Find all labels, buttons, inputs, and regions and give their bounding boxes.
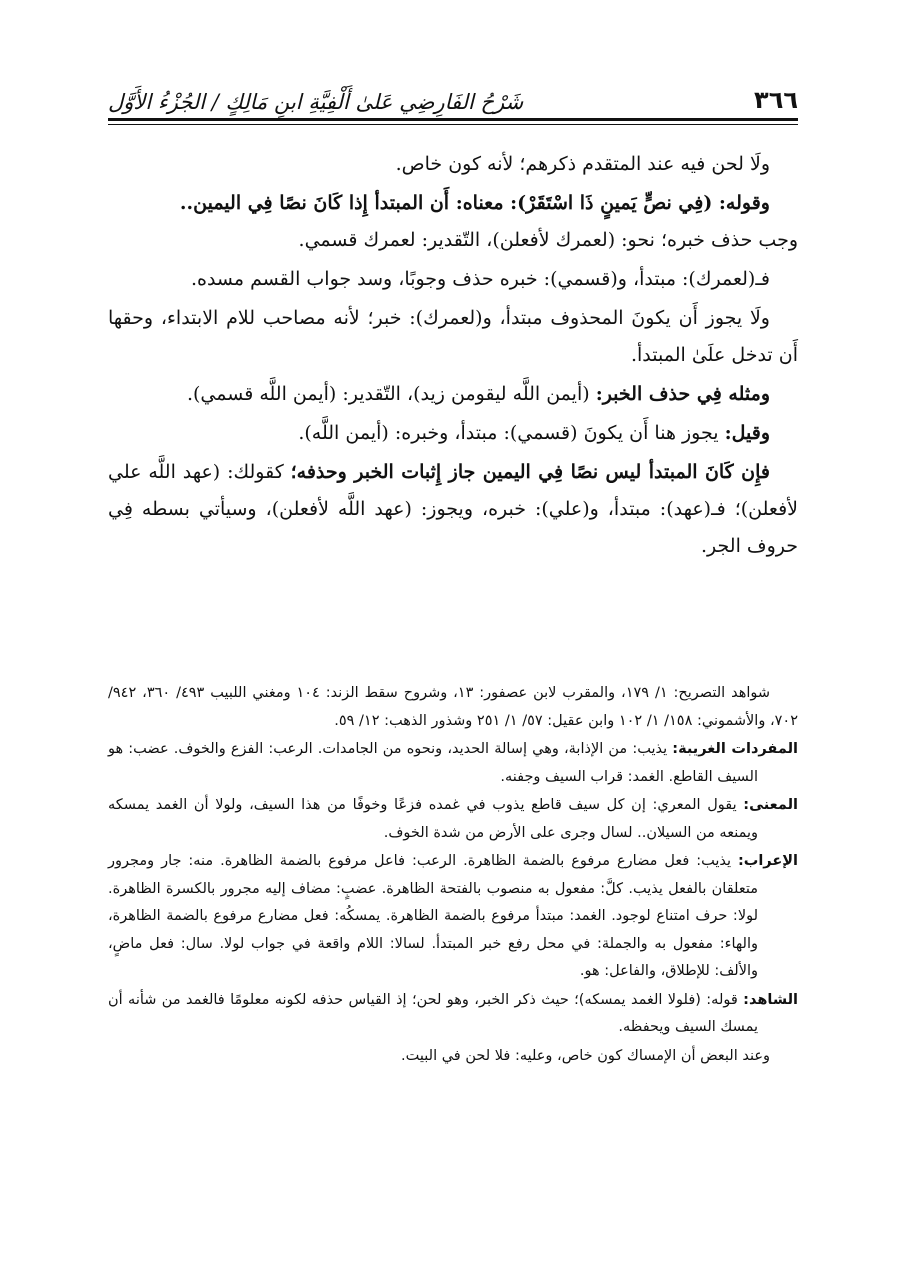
footnote-shahid	[108, 987, 798, 1042]
footnote-maana-label: المعنى:	[743, 797, 798, 813]
footnote-mufradat-text: يذيب: من الإذابة، وهي إسالة الحديد، ونحوه من الجامدات. الرعب: الفزع والخوف. عضب: هو السيف القاطع. الغمد: قراب السيف وجفنه.	[108, 741, 758, 785]
paragraph-2-lead: وقوله: (فِي نصٍّ يَمينٍ ذَا اسْتَقَرْ): معناه: أَن المبتدأ إِذا كَانَ نصًا فِي اليمين..	[179, 192, 770, 214]
footnote-maana	[108, 792, 798, 847]
footnote-shawahid: شواهد التصريح: ١/ ١٧٩، والمقرب لابن عصفور: ١٣، وشروح سقط الزند: ١٠٤ ومغني اللبيب ٤٩٣/ ٣٦٠، ٩٤٢/ ٧٠٢، والأشموني: ١٥٨/ ١/ ١٠٢ وابن عقيل: ٥٧/ ١/ ٢٥١ وشذور الذهب: ١٢/ ٥٩.	[108, 685, 798, 729]
footnote-shahid-label: الشاهد:	[743, 991, 798, 1008]
page-number: ٣٦٦	[754, 86, 798, 114]
footnote-mufradat-label: المفردات الغريبة:	[672, 741, 798, 757]
main-text	[108, 146, 798, 567]
paragraph-4: ولَا يجوز أَن يكونَ المحذوف مبتدأ، و(لعمرك): خبر؛ لأنه مصاحب للام الابتداء، وحقها أَن تدخل علَىٰ المبتدأ.	[108, 307, 798, 366]
footnotes	[108, 680, 798, 1071]
paragraph-5-lead: ومثله فِي حذف الخبر:	[595, 383, 770, 405]
paragraph-7-body: كقولك: (عهد اللَّه علي لأفعلن)؛ فـ(عهد): مبتدأ، و(علي): خبره، ويجوز: (عهد اللَّه لأفعلن)، وسيأتي بسطه فِي حروف الجر.	[108, 461, 798, 557]
paragraph-6-body: يجوز هنا أَن يكونَ (قسمي): مبتدأ، وخبره: (أيمن اللَّه).	[298, 422, 725, 444]
paragraph-7-lead: فإِن كَانَ المبتدأ ليس نصًا فِي اليمين جاز إِثبات الخبر وحذفه؛	[290, 461, 770, 483]
paragraph-2-body: وجب حذف خبره؛ نحو: (لعمرك لأفعلن)، التّقدير: لعمرك قسمي.	[298, 229, 798, 251]
footnote-irab-text: يذيب: فعل مضارع مرفوع بالضمة الظاهرة. الرعب: فاعل مرفوع بالضمة الظاهرة. منه: جار ومجرور متعلقان بالفعل يذيب. كلَّ: مفعول به منصوب بالفتحة الظاهرة. عضبٍ: مضاف إليه مجرور بالكسرة الظاهرة. لولا: حرف امتناع لوجود. الغمد: مبتدأ مرفوع بالضمة الظاهرة. يمسكُه: فعل مضارع مرفوع بالضمة الظاهرة، والهاء: مفعول به والجملة: في محل رفع خبر المبتدأ. لسالا: اللام واقعة في جواب لولا. سال: فعل ماضٍ، والألف: للإطلاق، والفاعل: هو.	[108, 853, 758, 979]
header-rule-thin	[108, 124, 798, 125]
paragraph-5	[108, 376, 798, 413]
running-title: شَرْحُ الفَارِضِي عَلىٰ أَلْفِيَّةِ ابنِ مَالِكٍ / الجُزْءُ الأَوَّل	[108, 90, 524, 114]
footnote-shahid-text: قوله: (فلولا الغمد يمسكه)؛ حيث ذكر الخبر، وهو لحن؛ إذ القياس حذفه لكونه معلومًا فالغمد من شأنه أن يمسك السيف ويحفظه.	[108, 991, 758, 1035]
paragraph-1: ولَا لحن فيه عند المتقدم ذكرهم؛ لأنه كون خاص.	[395, 153, 770, 175]
paragraph-5-body: (أيمن اللَّه ليقومن زيد)، التّقدير: (أيمن اللَّه قسمي).	[186, 383, 596, 405]
paragraph-2	[108, 185, 798, 259]
paragraph-7	[108, 454, 798, 565]
footnote-last: وعند البعض أن الإمساك كون خاص، وعليه: فلا لحن في البيت.	[401, 1047, 770, 1064]
paragraph-6-lead: وقيل:	[724, 422, 770, 444]
footnote-irab	[108, 848, 798, 986]
header-rule-thick	[108, 118, 798, 121]
paragraph-3: فـ(لعمرك): مبتدأ، و(قسمي): خبره حذف وجوبًا، وسد جواب القسم مسده.	[190, 268, 770, 290]
paragraph-6	[108, 415, 798, 452]
footnote-irab-label: الإعراب:	[737, 853, 798, 869]
page-header	[108, 70, 798, 114]
footnote-mufradat	[108, 736, 798, 791]
footnote-maana-text: يقول المعري: إن كل سيف قاطع يذوب في غمده فزعًا وخوفًا من هذا السيف، ولولا أن الغمد يمسكه ويمنعه من السيلان.. لسال وجرى على الأرض من شدة الخوف.	[108, 797, 758, 841]
